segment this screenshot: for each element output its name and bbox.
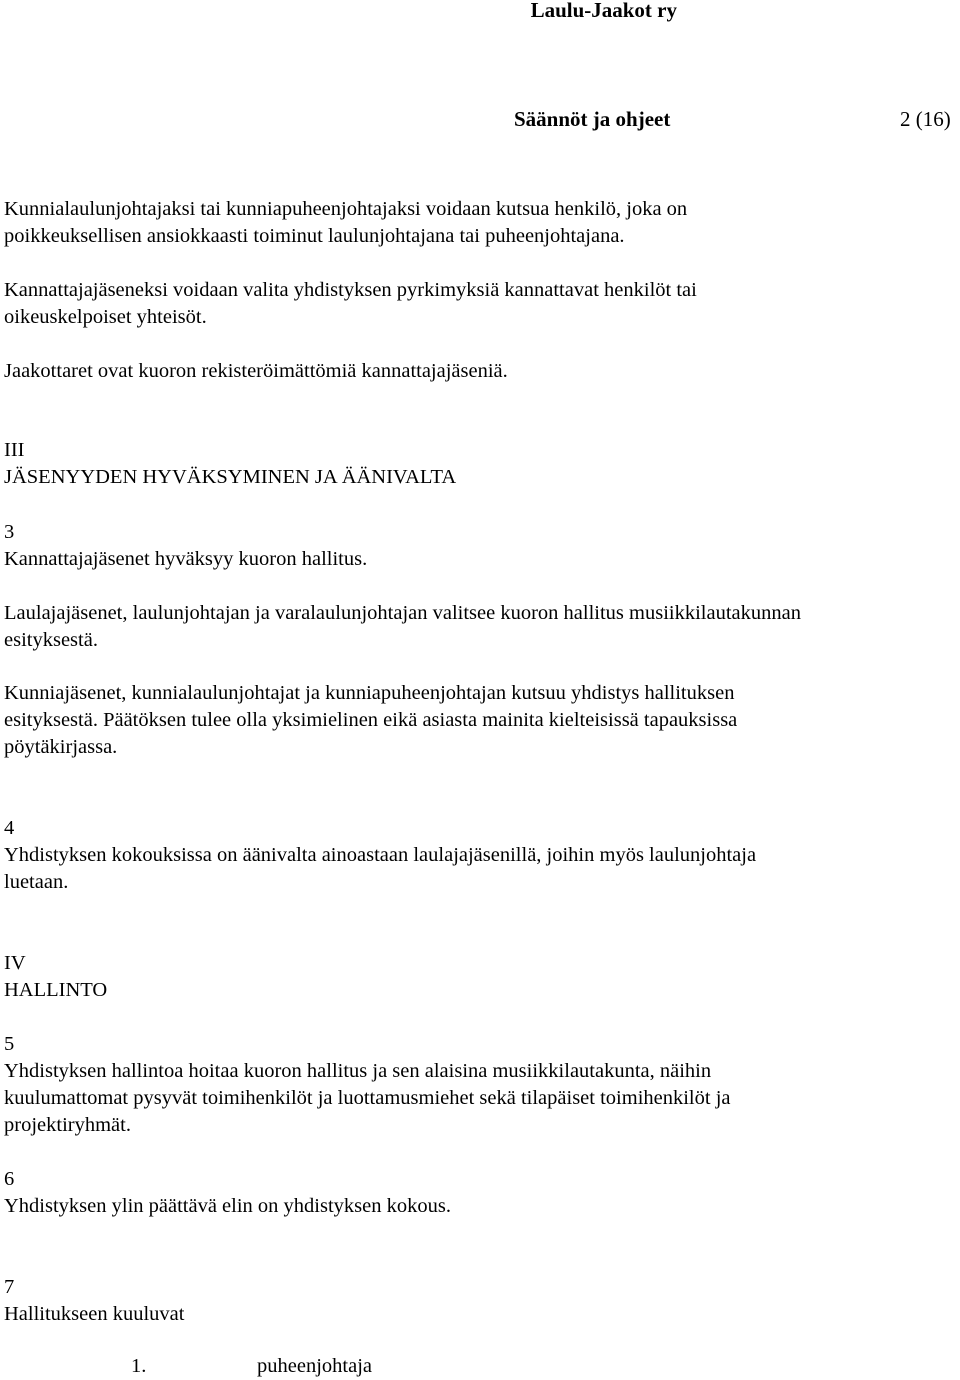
text-line: Kannattajajäseneksi voidaan valita yhdistyksen pyrkimyksiä kannattavat henkilöt tai xyxy=(4,279,697,301)
text-line: Kunnialaulunjohtajaksi tai kunniapuheenjohtajaksi voidaan kutsua henkilö, joka on xyxy=(4,198,688,220)
text-line: Jaakottaret ovat kuoron rekisteröimättömiä kannattajajäseniä. xyxy=(4,360,508,382)
list-item-number: 1. xyxy=(131,1355,147,1377)
paragraph-honorary-conductor xyxy=(4,196,944,250)
section-4 xyxy=(4,815,944,896)
list-item-text: puheenjohtaja xyxy=(257,1355,372,1377)
section-text: Yhdistyksen ylin päättävä elin on yhdistyksen kokous. xyxy=(4,1195,451,1217)
chapter-number: IV xyxy=(4,952,26,974)
chapter-number: III xyxy=(4,439,25,461)
text-line: Yhdistyksen hallintoa hoitaa kuoron hallitus ja sen alaisina musiikkilautakunta, näihin xyxy=(4,1060,712,1082)
chapter-title: JÄSENYYDEN HYVÄKSYMINEN JA ÄÄNIVALTA xyxy=(4,466,457,488)
text-line: Yhdistyksen kokouksissa on äänivalta ainoastaan laulajajäsenillä, joihin myös laulunjohtaja xyxy=(4,844,757,866)
section-text: Kannattajajäsenet hyväksyy kuoron hallitus. xyxy=(4,548,368,570)
text-line: Laulajajäsenet, laulunjohtajan ja varalaulunjohtajan valitsee kuoron hallitus musiikkilautakunnan xyxy=(4,602,801,624)
text-line: poikkeuksellisen ansiokkaasti toiminut laulunjohtajana tai puheenjohtajana. xyxy=(4,225,625,247)
section-7 xyxy=(4,1274,944,1328)
text-line: projektiryhmät. xyxy=(4,1114,131,1136)
section-number: 4 xyxy=(4,817,15,839)
text-line: pöytäkirjassa. xyxy=(4,736,118,758)
text-line: esityksestä. Päätöksen tulee olla yksimielinen eikä asiasta mainita kielteisissä tapauksissa xyxy=(4,709,738,731)
chapter-title: HALLINTO xyxy=(4,979,108,1001)
section-number: 6 xyxy=(4,1168,15,1190)
chapter-heading-membership xyxy=(4,437,944,491)
section-6 xyxy=(4,1166,944,1220)
paragraph-singer-members xyxy=(4,600,944,654)
section-5 xyxy=(4,1031,944,1139)
chapter-heading-administration xyxy=(4,950,944,1004)
text-line: esityksestä. xyxy=(4,629,98,651)
organization-name: Laulu-Jaakot ry xyxy=(530,0,677,22)
text-line: luetaan. xyxy=(4,871,69,893)
text-line: oikeuskelpoiset yhteisöt. xyxy=(4,306,207,328)
paragraph-supporting-members xyxy=(4,277,944,331)
text-line: kuulumattomat pysyvät toimihenkilöt ja luottamusmiehet sekä tilapäiset toimihenkilöt ja xyxy=(4,1087,731,1109)
text-line: Kunniajäsenet, kunnialaulunjohtajat ja kunniapuheenjohtajan kutsuu yhdistys hallituksen xyxy=(4,682,735,704)
section-number: 3 xyxy=(4,521,15,543)
section-number: 7 xyxy=(4,1276,15,1298)
section-number: 5 xyxy=(4,1033,15,1055)
paragraph-honorary-members xyxy=(4,680,944,761)
page-number: 2 (16) xyxy=(900,107,951,131)
section-text: Hallitukseen kuuluvat xyxy=(4,1303,185,1325)
paragraph-jaakottaret xyxy=(4,358,944,385)
section-3 xyxy=(4,519,944,573)
document-title: Säännöt ja ohjeet xyxy=(514,107,671,131)
